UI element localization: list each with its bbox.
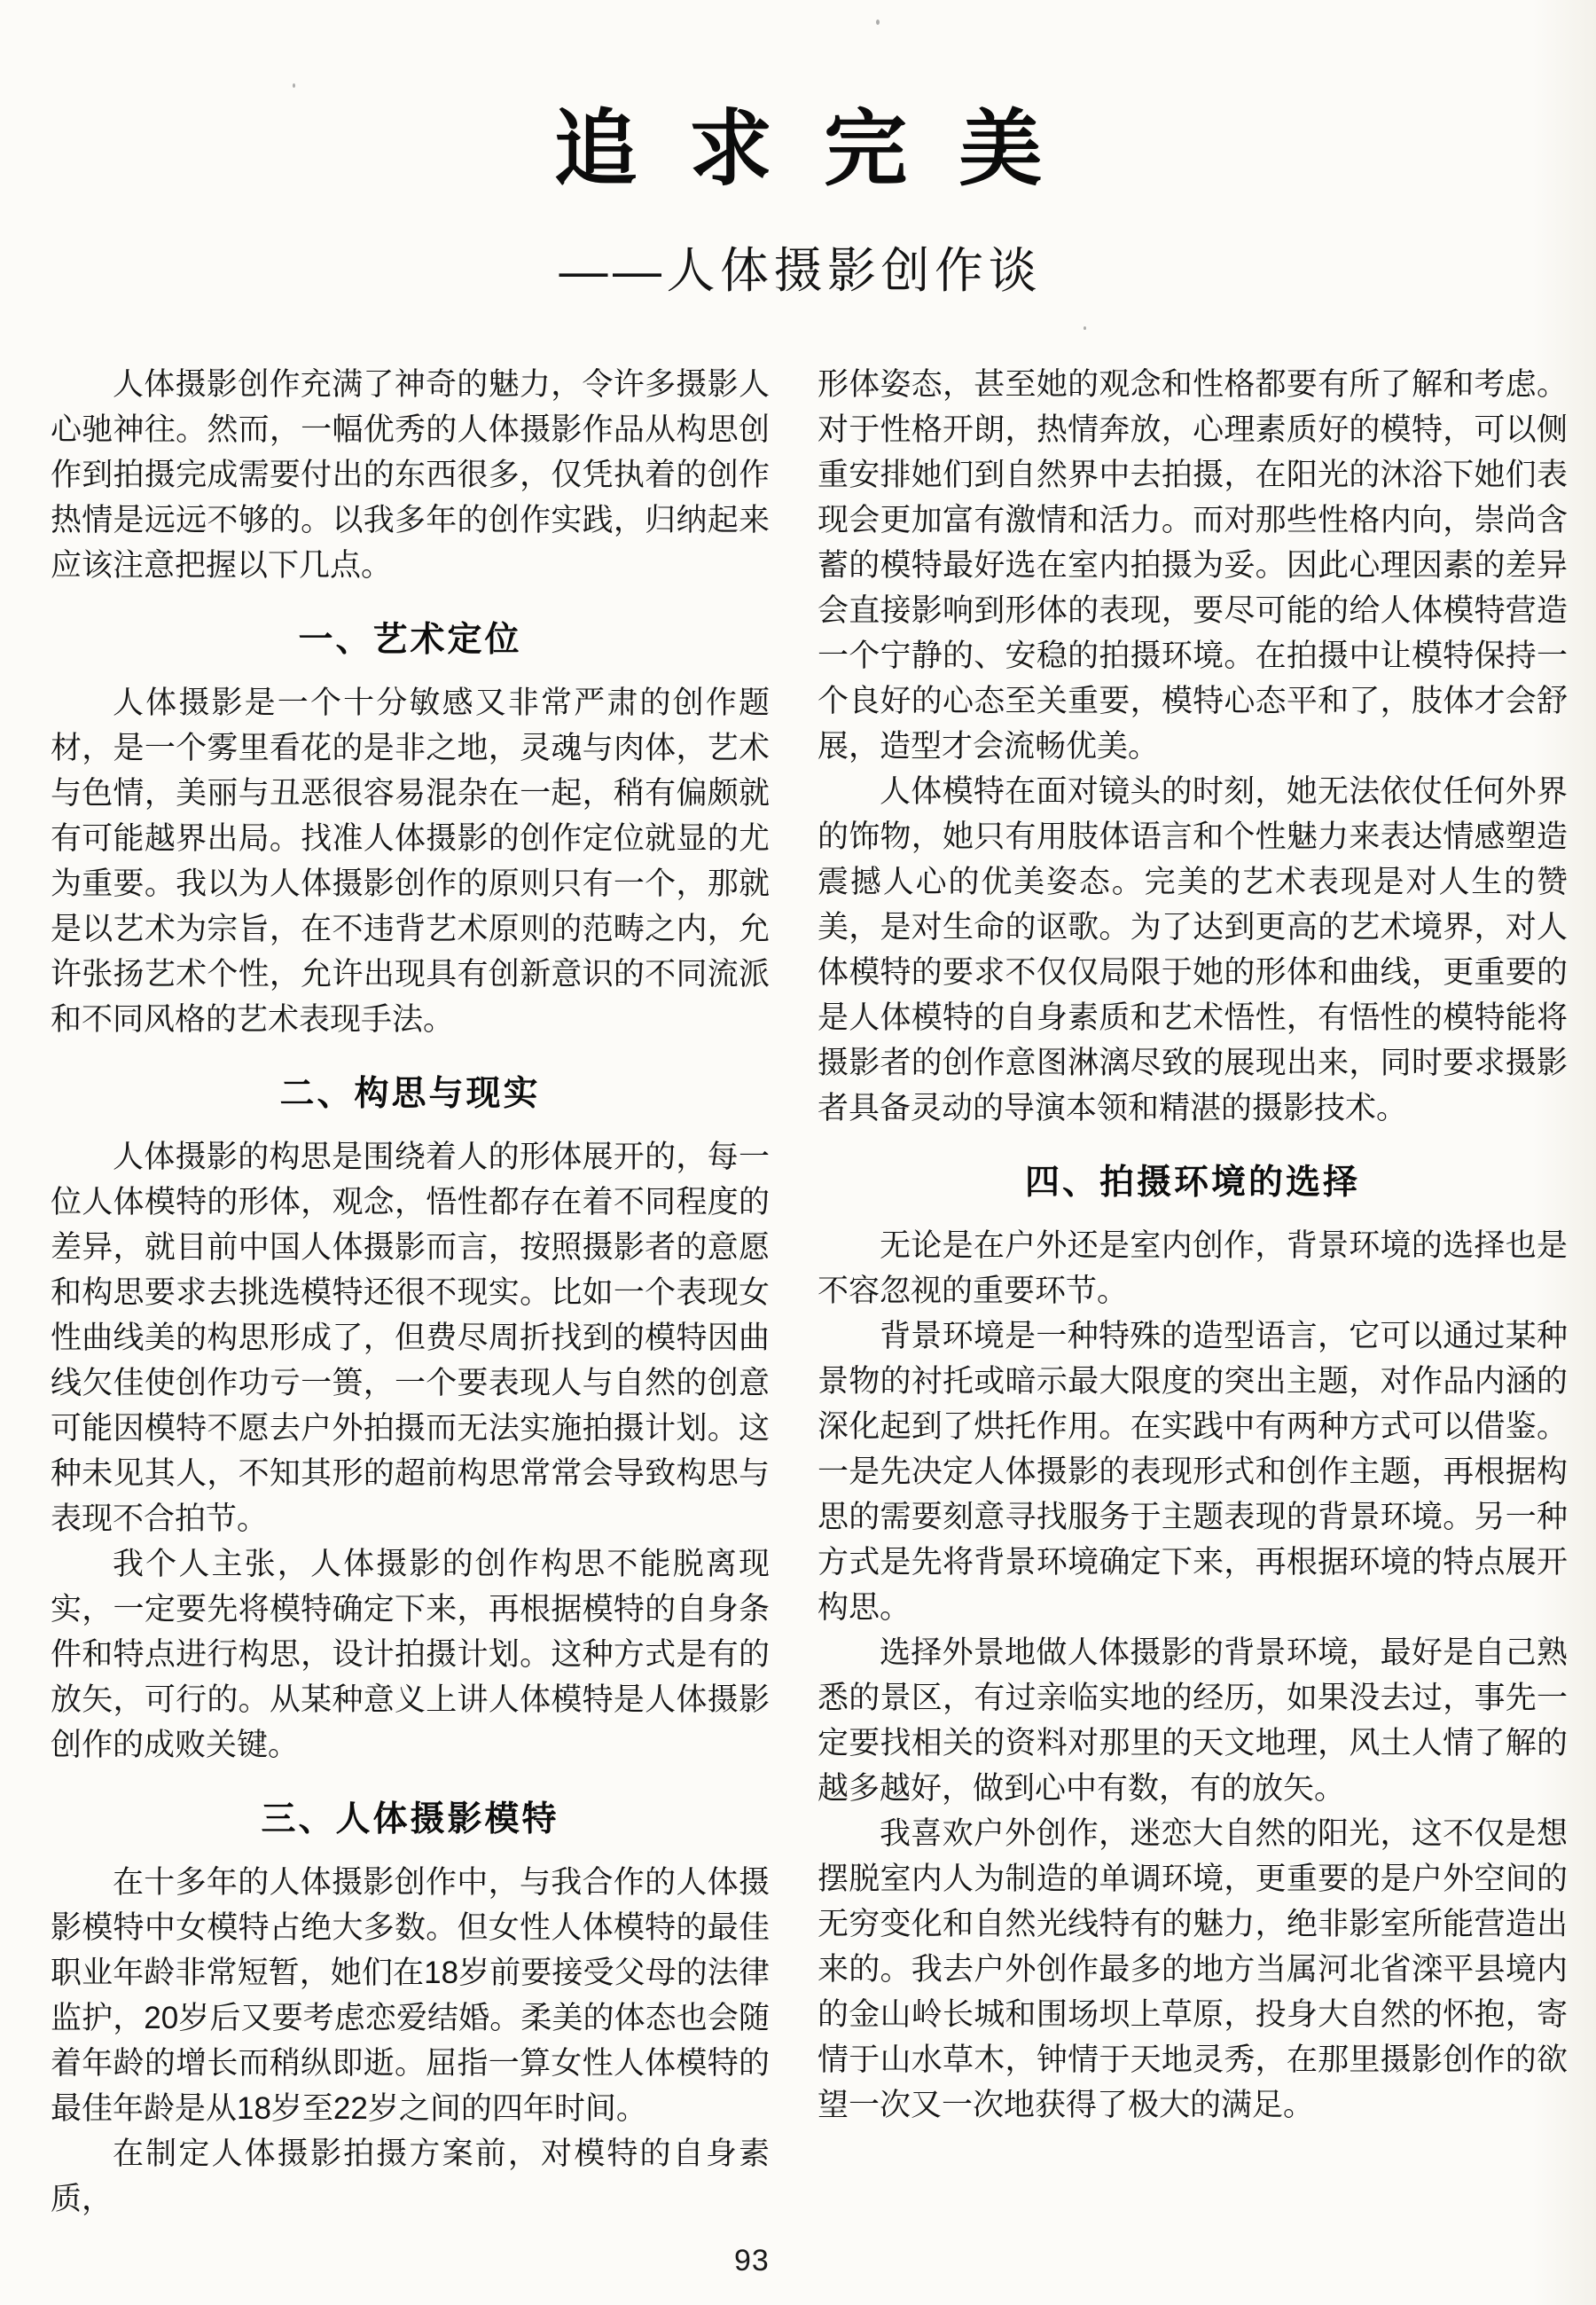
body-paragraph: 人体摄影创作充满了神奇的魅力，令许多摄影人心驰神往。然而，一幅优秀的人体摄影作品从构思创作到拍摄完成需要付出的东西很多，仅凭执着的创作热情是远远不够的。以我多年的创作实践，归纳起来应该注意把握以下几点。	[51, 367, 770, 583]
body-paragraph: 选择外景地做人体摄影的背景环境，最好是自己熟悉的景区，有过亲临实地的经历，如果没去过，事先一定要找相关的资料对那里的天文地理，风土人情了解的越多越好，做到心中有数，有的放矢。	[818, 1635, 1568, 1806]
body-paragraph: 在制定人体摄影拍摄方案前，对模特的自身素质，	[51, 2136, 770, 2216]
body-paragraph: 人体摄影是一个十分敏感又非常严肃的创作题材，是一个雾里看花的是非之地，灵魂与肉体，艺术与色情，美丽与丑恶很容易混杂在一起，稍有偏颇就有可能越界出局。找准人体摄影的创作定位就显的尤为重要。我以为人体摄影创作的原则只有一个，那就是以艺术为宗旨，在不违背艺术原则的范畴之内，允许张扬艺术个性，允许出现具有创新意识的不同流派和不同风格的艺术表现手法。	[51, 686, 770, 1037]
scan-speckle	[1084, 326, 1086, 330]
body-paragraph: 我个人主张，人体摄影的创作构思不能脱离现实，一定要先将模特确定下来，再根据模特的自身条件和特点进行构思，设计拍摄计划。这种方式是有的放矢，可行的。从某种意义上讲人体模特是人体摄影创作的成败关键。	[51, 1547, 770, 1762]
body-paragraph: 人体模特在面对镜头的时刻，她无法依仗任何外界的饰物，她只有用肢体语言和个性魅力来表达情感塑造震撼人心的优美姿态。完美的艺术表现是对人生的赞美，是对生命的讴歌。为了达到更高的艺术境界，对人体模特的要求不仅仅局限于她的形体和曲线，更重要的是人体模特的自身素质和艺术悟性，有悟性的模特能将摄影者的创作意图淋漓尽致的展现出来，同时要求摄影者具备灵动的导演本领和精湛的摄影技术。	[818, 774, 1568, 1125]
section-heading: 一、艺术定位	[298, 621, 522, 659]
article-masthead	[0, 0, 1596, 302]
body-paragraph: 形体姿态，甚至她的观念和性格都要有所了解和考虑。对于性格开朗，热情奔放，心理素质好的模特，可以侧重安排她们到自然界中去拍摄，在阳光的沐浴下她们表现会更加富有激情和活力。而对那些性格内向，崇尚含蓄的模特最好选在室内拍摄为妥。因此心理因素的差异会直接影响到形体的表现，要尽可能的给人体模特营造一个宁静的、安稳的拍摄环境。在拍摄中让模特保持一个良好的心态至关重要，模特心态平和了，肢体才会舒展，造型才会流畅优美。	[818, 367, 1568, 764]
section-heading: 二、构思与现实	[279, 1075, 541, 1113]
right-column	[818, 362, 1568, 2222]
section-heading: 三、人体摄影模特	[261, 1800, 559, 1839]
article-body	[0, 302, 1596, 2222]
body-paragraph: 背景环境是一种特殊的造型语言，它可以通过某种景物的衬托或暗示最大限度的突出主题，对作品内涵的深化起到了烘托作用。在实践中有两种方式可以借鉴。一是先决定人体摄影的表现形式和创作主题，再根据构思的需要刻意寻找服务于主题表现的背景环境。另一种方式是先将背景环境确定下来，再根据环境的特点展开构思。	[818, 1319, 1568, 1625]
left-column	[51, 362, 770, 2222]
body-paragraph: 无论是在户外还是室内创作，背景环境的选择也是不容忽视的重要环节。	[818, 1228, 1568, 1308]
body-paragraph: 我喜欢户外创作，迷恋大自然的阳光，这不仅是想摆脱室内人为制造的单调环境，更重要的是户外空间的无穷变化和自然光线特有的魅力，绝非影室所能营造出来的。我去户外创作最多的地方当属河北省滦平县境内的金山岭长城和围场坝上草原，投身大自然的怀抱，寄情于山水草木，钟情于天地灵秀，在那里摄影创作的欲望一次又一次地获得了极大的满足。	[818, 1816, 1568, 2122]
body-paragraph: 在十多年的人体摄影创作中，与我合作的人体摄影模特中女模特占绝大多数。但女性人体模特的最佳职业年龄非常短暂，她们在18岁前要接受父母的法律监护，20岁后又要考虑恋爱结婚。柔美的体态也会随着年龄的增长而稍纵即逝。屈指一算女性人体模特的最佳年龄是从18岁至22岁之间的四年时间。	[51, 1865, 770, 2126]
section-heading: 四、拍摄环境的选择	[1024, 1164, 1360, 1202]
scan-speckle	[293, 83, 295, 88]
scan-speckle	[876, 20, 880, 25]
page-number: 93	[734, 2244, 770, 2278]
article-subtitle: ——人体摄影创作谈	[559, 243, 1042, 298]
article-title: 追求完美	[553, 102, 1094, 195]
body-paragraph: 人体摄影的构思是围绕着人的形体展开的，每一位人体模特的形体，观念，悟性都存在着不同程度的差异，就目前中国人体摄影而言，按照摄影者的意愿和构思要求去挑选模特还很不现实。比如一个表现女性曲线美的构思形成了，但费尽周折找到的模特因曲线欠佳使创作功亏一篑，一个要表现人与自然的创意可能因模特不愿去户外拍摄而无法实施拍摄计划。这种未见其人，不知其形的超前构思常常会导致构思与表现不合拍节。	[51, 1140, 770, 1536]
